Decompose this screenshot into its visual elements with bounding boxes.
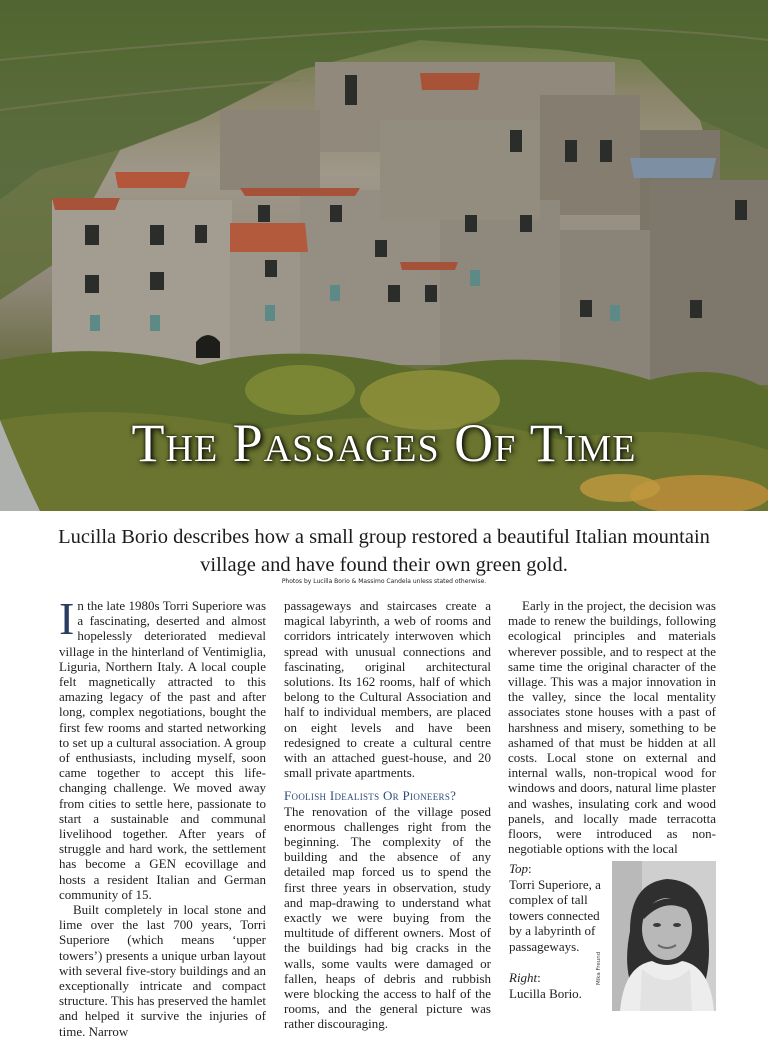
paragraph-text: n the late 1980s Torri Superiore was a fascinating, deserted and almost hopelessly deteriorated medieval village in the hinterland of Ventimiglia, Liguria, Northern Italy. A local couple felt magnetically attracted to this amazing legacy of the past and after long, complex negotiations, bought the first few rooms and started networking to set up a cultural association. A group of enthusiasts, including myself, soon came together to accept this life-changing challenge. We moved away from cities to settle here, passionate to start a sustainable and communal livelihood together. After years of struggle and hard work, the settlement has become a GEN ecovillage and hosts a resident Italian and German community of 15. (59, 598, 266, 902)
section-subhead: Foolish Idealists Or Pioneers? (284, 788, 457, 804)
photo-credit-line: Photos by Lucilla Borio & Massimo Candela unless stated otherwise. (281, 578, 487, 585)
caption-label-right: Right (509, 970, 538, 985)
photo-caption: Top: Torri Superiore, a complex of tall towers connected by a labyrinth of passageways. Right: Lucilla Borio. (509, 861, 609, 1001)
drop-cap: I (59, 593, 75, 644)
body-paragraph (59, 593, 266, 902)
body-paragraph: passageways and staircases create a magical labyrinth, a web of rooms and corridors intricately interwoven which spread with unusual connections and fascinating, original architectural solutions. Its 162 rooms, half of which belong to the Cultural Association and half to individual members, are placed on eight levels and have been redesigned to create a cultural centre with an attached guest-house, and 20 small private apartments. (284, 598, 491, 781)
body-column-2 (284, 598, 491, 1032)
portrait-photo (612, 861, 716, 1011)
caption-label-top: Top (509, 861, 529, 876)
article-title: The Passages Of Time (131, 413, 637, 473)
body-paragraph: Early in the project, the decision was made to renew the buildings, following ecological principles and materials wherever possible, and to respect at the same time the original character of the village. This was a major innovation in the valley, since the local mentality associates stone houses with a past of harshness and misery, something to be ashamed of that must be hidden at all costs. Local stone on external and internal walls, non-tropical wood for windows and doors, natural lime plaster and washes, insulating cork and wood panels, and locally made terracotta floors, were introduced as non-negotiable options with the local (508, 598, 716, 857)
caption-text-top: Torri Superiore, a complex of tall towers connected by a labyrinth of passageways. (509, 876, 601, 954)
body-paragraph: The renovation of the village posed enormous challenges right from the beginning. The complexity of the building and the absence of any detailed map forced us to spend the first three years in observation, study and map-drawing to understand what exactly we were buying from the multitude of different owners. Most of the buildings had big cracks in the walls, some vaults were damaged or fallen, heaps of debris and rubbish were blocking the access to half of the rooms, and the general picture was rather discouraging. (284, 803, 491, 1032)
portrait-credit: Mika Freund (596, 951, 602, 985)
portrait-photo-of-woman-icon (612, 861, 716, 1011)
caption-text-right: Lucilla Borio. (509, 985, 582, 1001)
hero-photo (0, 0, 768, 511)
body-column-1 (59, 593, 266, 1039)
article-standfirst: Lucilla Borio describes how a small group restored a beautiful Italian mountain village and have found their own green gold. (58, 526, 710, 576)
body-column-3 (508, 598, 716, 856)
body-paragraph: Built completely in local stone and lime over the last 700 years, Torri Superiore (which means ‘upper towers’) presents a unique urban layout with several five-story buildings and an exceptionally intricate and compact structure. This has preserved the hamlet and helped it survive the injuries of time. Narrow (59, 902, 266, 1039)
